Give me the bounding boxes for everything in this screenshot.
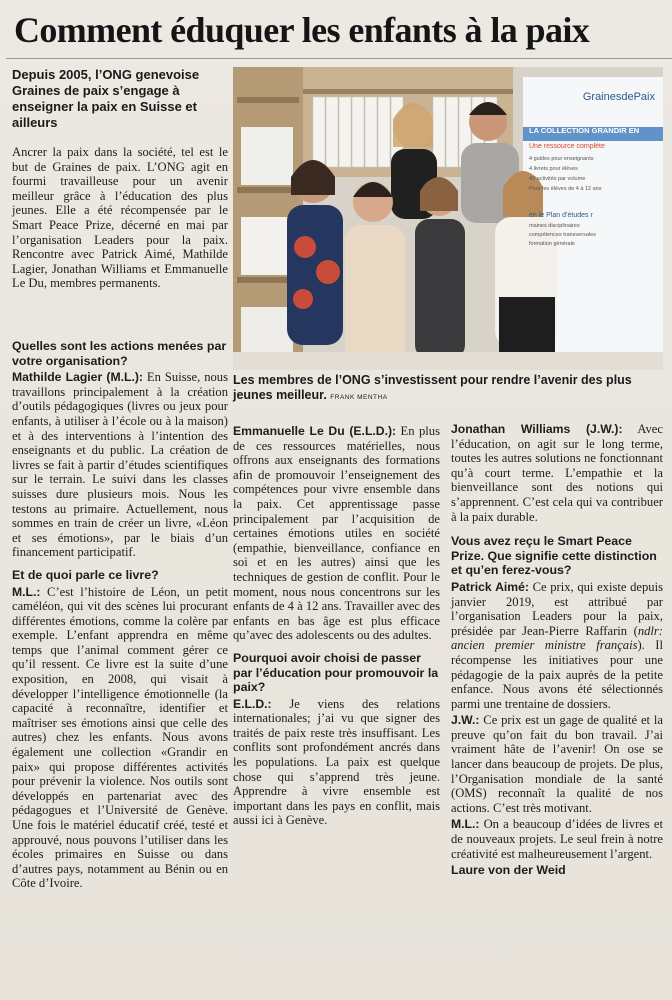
- answer-6-text-b: ). Il récompense les initiatives pour une pédagogie de la paix auprès de la petite enfance. Nous avons été sélectionnés parmi une trentaine de dossiers.: [451, 638, 663, 711]
- lead-paragraph: Depuis 2005, l’ONG genevoise Graines de paix s’engage à enseigner la paix en Suisse et ailleurs: [12, 67, 200, 130]
- answer-4: [233, 697, 440, 828]
- answer-8-text: On a beaucoup d’idées de livres et de nouveaux projets. Le seul frein à notre créativité est malheureusement l’argent.: [451, 817, 663, 861]
- photo-credit: FRANK MENTHA: [330, 394, 388, 401]
- answer-7-text: Ce prix est un gage de qualité et la preuve qu’on fait du bon travail. J’ai vraiment hâte de l’avenir! On ose se lancer dans beaucoup de projets. De plus, l’Organisation mondiale de la santé (OMS) reconnaît la qualité de nos actions. C’est très motivant.: [451, 713, 663, 815]
- intro-text: Ancrer la paix dans la société, tel est le but de Graines de paix. L’ONG agit en fourmi travailleuse pour un avenir meilleur grâce à l’éducation des plus jeunes. Elle a été récompensée par le Smart Peace Prize, décerné en mai par l’organisation Leaders pour la paix. Rencontre avec Patrick Aimé, Mathilde Lagier, Jonathan Williams et Emmanuelle Le Du, membres permanents.: [12, 145, 228, 291]
- answer-6-note: ndlr: ancien premier ministre français: [451, 623, 663, 653]
- speaker-pa: Patrick Aimé:: [451, 579, 529, 594]
- poster-brand: GrainesdePaix: [582, 91, 655, 103]
- poster-plan-line-1: maines disciplinaires: [529, 223, 580, 229]
- speaker-jw-2: J.W.:: [451, 713, 480, 728]
- speaker-eld-2: E.L.D.:: [233, 696, 272, 711]
- question-1: Quelles sont les actions menées par votre organisation?: [12, 339, 227, 368]
- question-4: Vous avez reçu le Smart Peace Prize. Que signifie cette distinction et qu’en ferez-vous?: [451, 534, 657, 578]
- column-1: [12, 339, 228, 893]
- answer-5-text: Avec l’éducation, on agit sur le long terme, toutes les autres solutions ne fonctionnant qu’à court terme. L’empathie et la bienveillance sont des notions qui s’apprennent. C’est cela qui va contribuer à la paix durable.: [451, 422, 663, 524]
- headline: Comment éduquer les enfants à la paix: [14, 10, 590, 50]
- column-3: [451, 422, 663, 880]
- answer-1: [12, 370, 228, 560]
- speaker-eld: Emmanuelle Le Du (E.L.D.):: [233, 424, 397, 438]
- answer-6-text-a: Ce prix, qui existe depuis janvier 2019, est attribué par l’organisation Leaders pour la paix, présidée par Jean-Pierre Raffarin (: [451, 579, 663, 638]
- poster-subtitle: Une ressource complète: [529, 143, 605, 150]
- answer-4-text: Je viens des relations internationales; j’ai vu que signer des traités de paix reste très insuffisant. Les conflits sont profondément ancrés dans les populations. La paix est quelque chose qui s’apprend très jeune. Apprendre à vivre ensemble est important dans les pays en conflit, mais aussi ici à Genève.: [233, 696, 440, 828]
- poster-plan: en le Plan d’études r: [529, 212, 593, 219]
- question-3: Pourquoi avoir choisi de passer par l’éducation pour promouvoir la paix?: [233, 650, 439, 695]
- poster-line-4: Pour les élèves de 4 à 12 ans: [529, 186, 602, 192]
- poster-text: [529, 81, 661, 247]
- speaker-ml-3: M.L.:: [451, 817, 480, 832]
- speaker-ml: Mathilde Lagier (M.L.):: [12, 370, 143, 385]
- speaker-ml-2: M.L.:: [12, 584, 41, 599]
- poster-plan-line-3: formation générale: [529, 241, 575, 247]
- poster-line-3: 43 activités par volume: [529, 176, 586, 182]
- answer-2-text: C’est l’histoire de Léon, un petit caméléon, qui vit des scènes lui procurant différentes émotions, comme la colère par exemple. L’enfant apprendra en même temps que l’animal comment gérer ce qu’il ressent. Ce livre est la suite d’une exposition, en 2008, qui visait à développer l’intelligence émotionnelle (la capacité à reconnaître, identifier et maîtriser ses émotions ainsi que celle des autres) chez les enfants. Nous avons également une collection «Grandir en paix» qui propose différentes activités pour prévenir la violence. Nos outils sont développés en partenariat avec des pédagogues et l’Université de Genève. Une fois le matériel éducatif créé, testé et approuvé, nous pouvons l’utiliser dans les écoles primaires en Suisse ou dans d’autres pays, notamment au Bénin ou en Côte d’Ivoire.: [12, 584, 228, 891]
- caption-text: Les membres de l’ONG s’investissent pour rendre l’avenir des plus jeunes meilleur.: [233, 373, 632, 402]
- answer-8: [451, 817, 663, 861]
- speaker-jw: Jonathan Williams (J.W.):: [451, 422, 623, 436]
- photo-caption: [233, 373, 663, 405]
- answer-2: [12, 585, 228, 891]
- headline-rule: [6, 58, 672, 59]
- poster-line-1: 4 guides pour enseignants: [529, 156, 594, 162]
- answer-6: [451, 580, 663, 711]
- author-signature: Laure von der Weid: [451, 863, 566, 878]
- column-2: [233, 422, 440, 830]
- poster-line-2: 4 livrets pour élèves: [529, 166, 578, 172]
- answer-1-text: En Suisse, nous travaillons principalement à la création d’outils pédagogiques (livres ou jeux pour enfants, à utiliser à l’école ou à la maison) et à des interventions à l’intention des enseignants et du public. La création de livres se fait à partir d’études scientifiques sur le terrain. Le suivi dans les classes suisses dure plusieurs mois. Nous les testons au primaire. Actuellement, nous sommes en train de créer un livre, «Léon et ses émotions», par le biais d’un financement participatif.: [12, 370, 228, 560]
- answer-5: [451, 422, 663, 524]
- poster-plan-line-2: compétences transversales: [529, 232, 596, 238]
- question-2: Et de quoi parle ce livre?: [12, 567, 159, 582]
- answer-3-text: En plus de ces ressources matérielles, nous offrons aux enseignants des formations afin de promouvoir l’enseignement des compétences pour vivre ensemble dans la paix. Cet apprentissage passe principalement par l’acquisition de certaines émotions utiles en société (empathie, bienveillance, confiance en soi et en les autres) ainsi que les techniques de gestion de conflit. Pour le moment, nous nous concentrons sur les enfants de 4 à 12 ans. Travailler avec des enfants en bas âge est plus efficace qu’avec des adolescents ou des adultes.: [233, 424, 441, 643]
- answer-7: [451, 713, 663, 815]
- poster-title: LA COLLECTION GRANDIR EN: [529, 126, 640, 135]
- answer-3: [233, 424, 440, 643]
- team-photo: [233, 67, 663, 370]
- intro-paragraph: [12, 145, 228, 293]
